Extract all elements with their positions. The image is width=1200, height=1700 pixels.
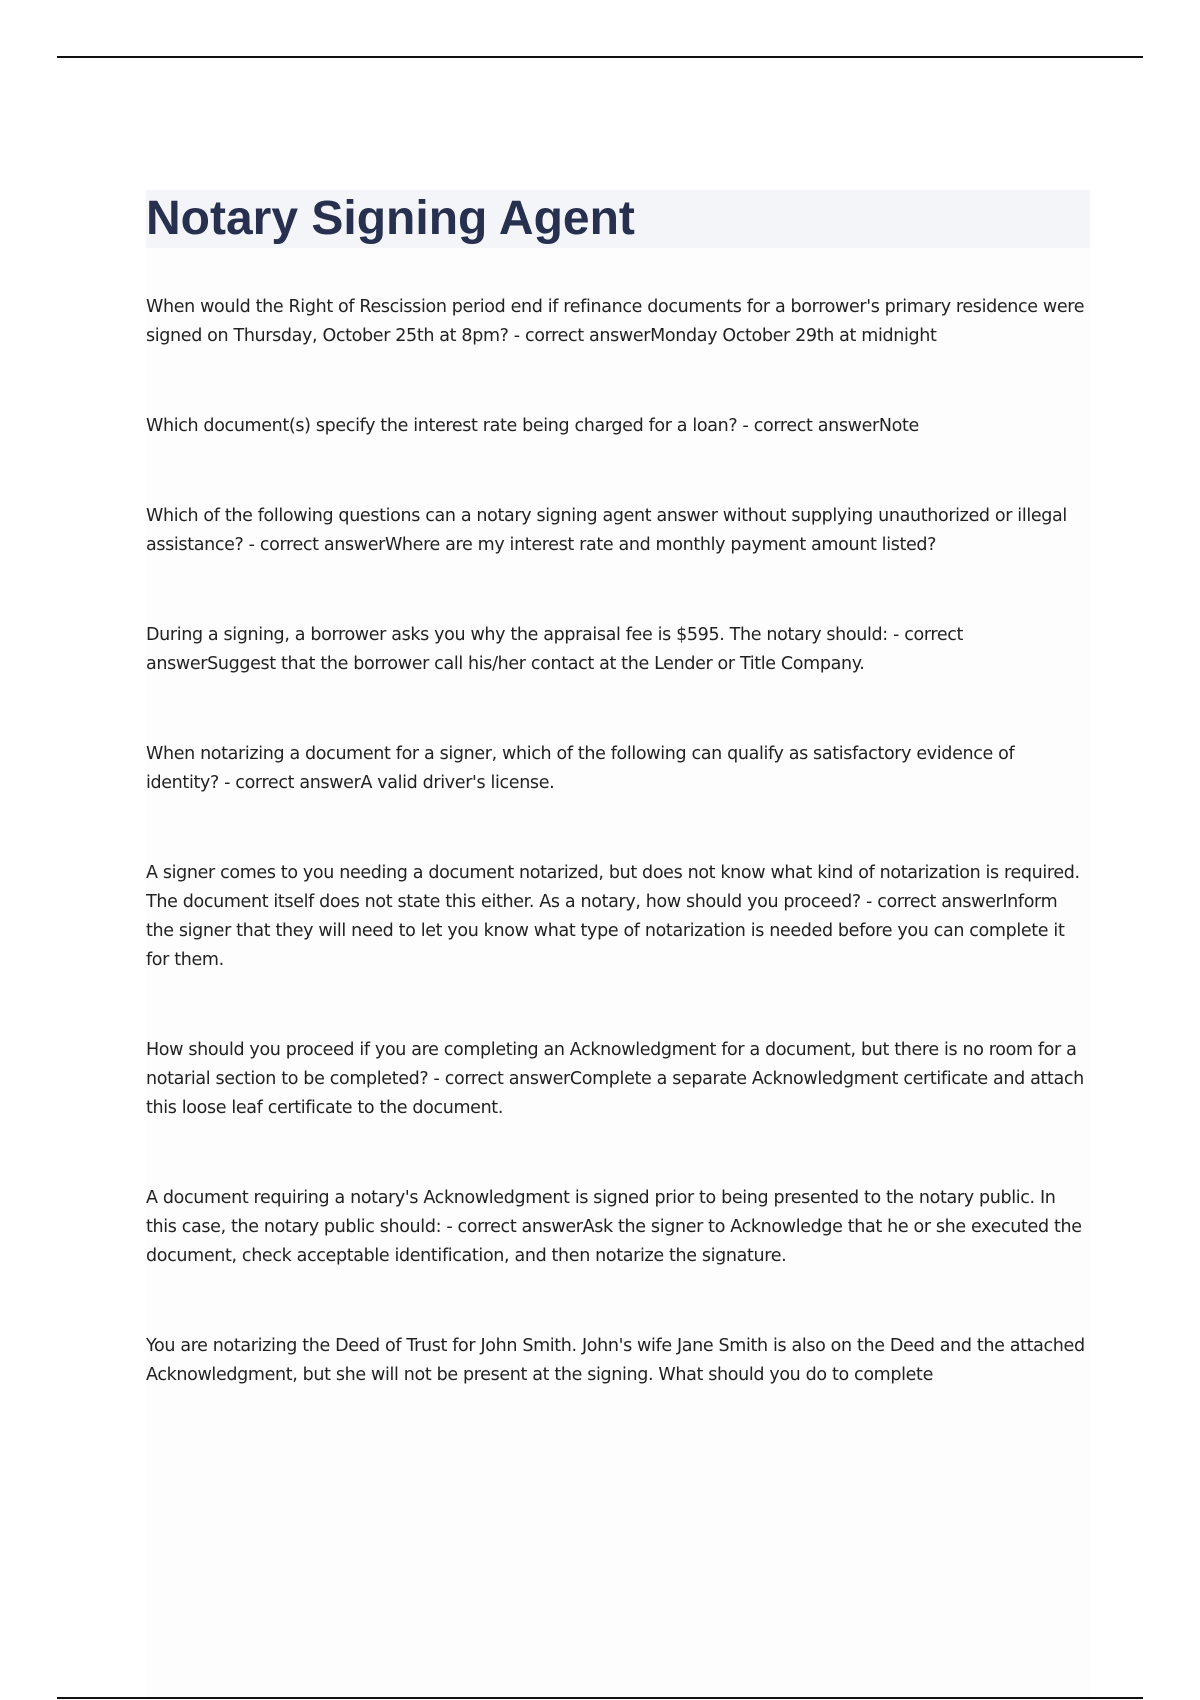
qa-item: When notarizing a document for a signer, which of the following can qualify as satisfactory evidence of identity? - correct answerA valid driver's license.: [146, 744, 1015, 793]
document-body: [146, 190, 1090, 1700]
qa-item: A document requiring a notary's Acknowledgment is signed prior to being presented to the notary public. In this case, the notary public should: - correct answerAsk the signer to Acknowledge that he or she executed the document, check acceptable identification, and then notarize the signature.: [146, 1188, 1082, 1266]
qa-item: Which of the following questions can a notary signing agent answer without supplying unauthorized or illegal assistance? - correct answerWhere are my interest rate and monthly payment amount listed?: [146, 506, 1067, 555]
top-rule: [57, 56, 1143, 58]
qa-item: How should you proceed if you are completing an Acknowledgment for a document, but there is no room for a notarial section to be completed? - correct answerComplete a separate Acknowledgment certificate and attach this loose leaf certificate to the document.: [146, 1040, 1084, 1118]
qa-item: You are notarizing the Deed of Trust for John Smith. John's wife Jane Smith is also on the Deed and the attached Acknowledgment, but she will not be present at the signing. What should you do to complete: [146, 1336, 1085, 1385]
qa-list: [146, 293, 1090, 1390]
bottom-rule: [57, 1697, 1143, 1699]
qa-item: A signer comes to you needing a document notarized, but does not know what kind of notarization is required. The document itself does not state this either. As a notary, how should you proceed? - correct answerInform the signer that they will need to let you know what type of notarization is needed before you can complete it for them.: [146, 863, 1080, 970]
qa-item: When would the Right of Rescission period end if refinance documents for a borrower's primary residence were signed on Thursday, October 25th at 8pm? - correct answerMonday October 29th at midnight: [146, 297, 1085, 346]
qa-item: Which document(s) specify the interest rate being charged for a loan? - correct answerNote: [146, 416, 919, 436]
title-band: [146, 190, 1090, 248]
document-title: Notary Signing Agent: [146, 192, 635, 245]
qa-item: During a signing, a borrower asks you why the appraisal fee is $595. The notary should: - correct answerSuggest that the borrower call his/her contact at the Lender or Title Company.: [146, 625, 964, 674]
